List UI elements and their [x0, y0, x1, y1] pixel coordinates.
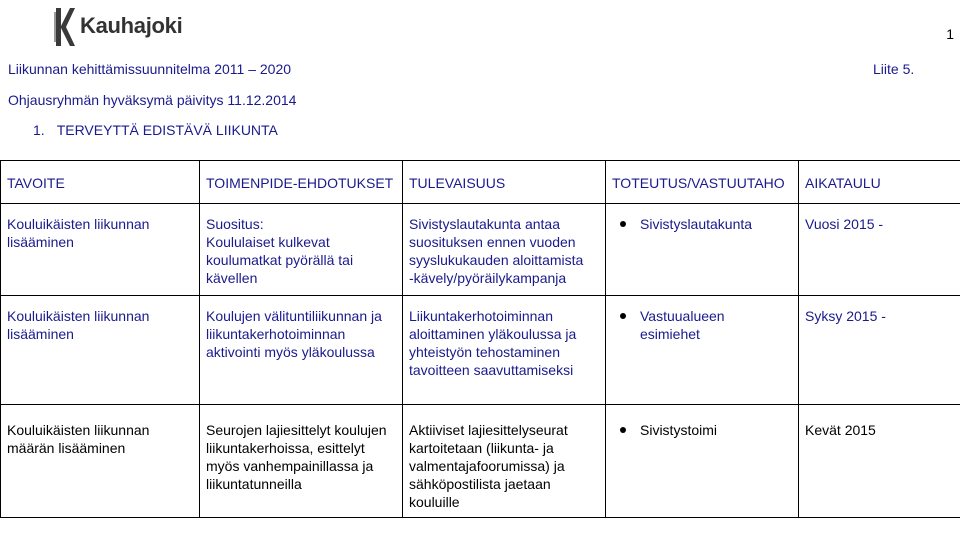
logo-mark-icon [52, 6, 76, 48]
section-title: TERVEYTTÄ EDISTÄVÄ LIIKUNTA [56, 122, 278, 138]
future-cell: Sivistyslautakunta antaa suosituksen ennen vuoden syyslukukauden aloittamista -kävely/pyöräilykampanja [403, 204, 606, 296]
future-cell: Liikuntakerhotoiminnan aloittaminen yläkoulussa ja yhteistyön tehostaminen tavoitteen saavuttamiseksi [403, 296, 606, 405]
appendix-label: Liite 5. [873, 61, 915, 77]
plan-table [0, 160, 960, 518]
approval-note: Ohjausryhmän hyväksymä päivitys 11.12.2014 [8, 92, 297, 108]
column-header: TULEVAISUUS [403, 161, 606, 204]
table-row [1, 296, 960, 405]
table-row [1, 405, 960, 518]
bullet-icon [620, 427, 626, 433]
column-header: TOIMENPIDE-EHDOTUKSET [200, 161, 403, 204]
goal-cell: Kouluikäisten liikunnan lisääminen [1, 204, 200, 296]
table-row [1, 204, 960, 296]
kauhajoki-logo [52, 6, 192, 50]
section-heading [33, 122, 278, 138]
column-header: TAVOITE [1, 161, 200, 204]
table-header-row [1, 161, 960, 204]
schedule-cell: Kevät 2015 [799, 405, 960, 518]
section-number: 1. [33, 122, 45, 138]
action-cell: Seurojen lajiesittelyt koulujen liikuntakerhoissa, esittelyt myös vanhempainillassa ja liikuntatunneilla [200, 405, 403, 518]
bullet-icon [620, 313, 626, 319]
responsible-cell: Vastuualueen esimiehet [606, 296, 799, 405]
schedule-cell: Syksy 2015 - [799, 296, 960, 405]
column-header: AIKATAULU [799, 161, 960, 204]
goal-cell: Kouluikäisten liikunnan määrän lisääminen [1, 405, 200, 518]
document-title: Liikunnan kehittämissuunnitelma 2011 – 2020 [8, 61, 292, 77]
page-number: 1 [946, 26, 954, 42]
goal-cell: Kouluikäisten liikunnan lisääminen [1, 296, 200, 405]
schedule-cell: Vuosi 2015 - [799, 204, 960, 296]
future-cell: Aktiiviset lajiesittelyseurat kartoitetaan (liikunta- ja valmentajafoorumissa) ja sähköpostilista jaetaan kouluille [403, 405, 606, 518]
responsible-cell: Sivistystoimi [606, 405, 799, 518]
action-cell: Suositus: Koululaiset kulkevat koulumatkat pyörällä tai kävellen [200, 204, 403, 296]
logo-text: Kauhajoki [80, 13, 183, 38]
column-header: TOTEUTUS/VASTUUTAHO [606, 161, 799, 204]
responsible-cell: Sivistyslautakunta [606, 204, 799, 296]
action-cell: Koulujen välituntiliikunnan ja liikuntakerhotoiminnan aktivointi myös yläkoulussa [200, 296, 403, 405]
bullet-icon [620, 221, 626, 227]
